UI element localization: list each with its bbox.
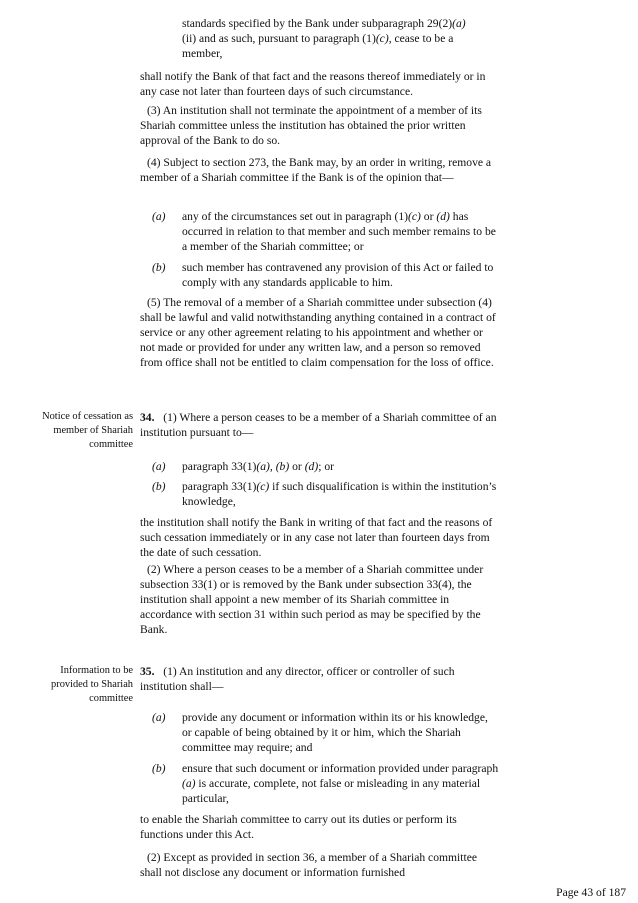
s33-continuation: standards specified by the Bank under subparagraph 29(2)(a) (ii) and as such, pursuant to paragraph (1)(c), cease to be a member,: [182, 17, 466, 60]
s33-subsection-3: (3) An institution shall not terminate the appointment of a member of its Shariah committee unless the institution has obtained the prior written approval of the Bank to do so.: [140, 104, 482, 147]
item-label: (b): [152, 261, 166, 274]
item-label: (b): [152, 762, 166, 775]
item-label: (a): [152, 711, 166, 724]
s35-margin-note: Information to be provided to Shariah committee: [51, 665, 133, 704]
item-text: provide any document or information within its or his knowledge, or capable of being obtained by it or him, which the Shariah committee may require; and: [182, 711, 488, 754]
section-number: 35.: [140, 665, 155, 678]
item-label: (a): [152, 460, 166, 473]
page-number: Page 43 of 187: [556, 886, 626, 899]
s34-subsection-1: 34. (1) Where a person ceases to be a member of a Shariah committee of an institution pursuant to—: [140, 411, 497, 439]
s35-subsection-1: 35. (1) An institution and any director, officer or controller of such institution shall—: [140, 665, 455, 693]
item-label: (b): [152, 480, 166, 493]
item-text: such member has contravened any provision of this Act or failed to comply with any standards applicable to him.: [182, 261, 494, 289]
item-text: any of the circumstances set out in paragraph (1)(c) or (d) has occurred in relation to that member and such member remains to be a member of the Shariah committee; or: [182, 210, 496, 253]
s33-subsection-5: (5) The removal of a member of a Shariah committee under subsection (4) shall be lawful and valid notwithstanding anything contained in a contract of service or any other agreement relating to his appointment and whether or not made or provided for under any written law, and a person so removed from office shall not be entitled to claim compensation for the loss of office.: [140, 296, 496, 369]
s34-notify-paragraph: the institution shall notify the Bank in writing of that fact and the reasons of such cessation immediately or in any case not later than fourteen days from the date of such cessation.: [140, 516, 493, 559]
s33-subsection-4: (4) Subject to section 273, the Bank may, by an order in writing, remove a member of a Shariah committee if the Bank is of the opinion that—: [140, 156, 492, 184]
item-text: ensure that such document or information provided under paragraph (a) is accurate, complete, not false or misleading in any material particular,: [182, 762, 499, 805]
s35-subsection-2: (2) Except as provided in section 36, a member of a Shariah committee shall not disclose any document or information furnished: [140, 851, 477, 879]
item-text: paragraph 33(1)(a), (b) or (d); or: [182, 460, 334, 473]
s34-margin-note: Notice of cessation as member of Shariah committee: [42, 411, 133, 450]
s35-enable-paragraph: to enable the Shariah committee to carry out its duties or perform its functions under this Act.: [140, 813, 457, 841]
s34-subsection-2: (2) Where a person ceases to be a member of a Shariah committee under subsection 33(1) or is removed by the Bank under subsection 33(4), the institution shall appoint a new member of its Shariah committee in accordance with section 31 within such period as may be specified by the Bank.: [140, 563, 484, 636]
item-text: paragraph 33(1)(c) if such disqualification is within the institution’s knowledge,: [182, 480, 497, 508]
s33-notify-paragraph: shall notify the Bank of that fact and the reasons thereof immediately or in any case not later than fourteen days of such circumstance.: [140, 70, 486, 98]
section-number: 34.: [140, 411, 155, 424]
item-label: (a): [152, 210, 166, 223]
